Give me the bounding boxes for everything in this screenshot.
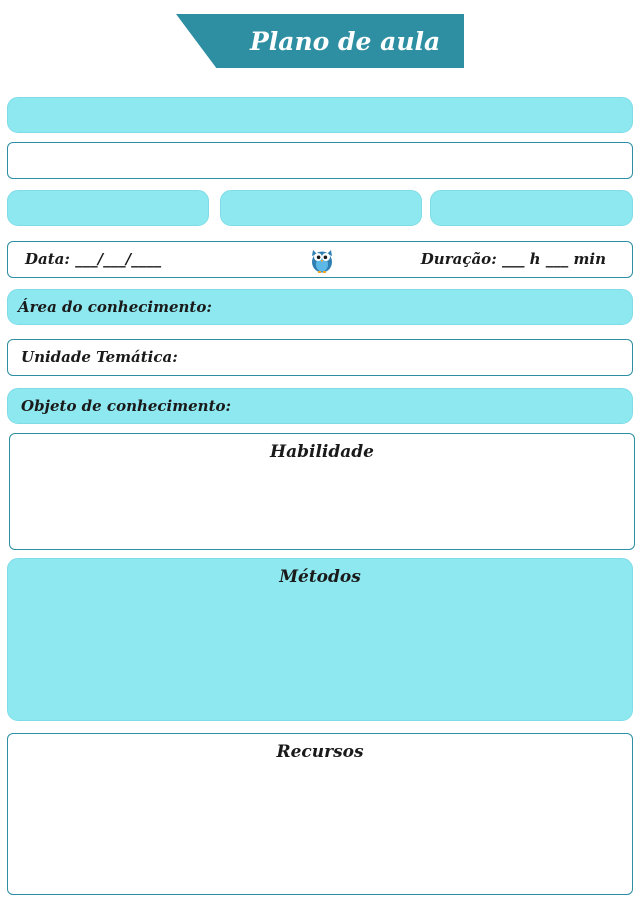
object-field[interactable] xyxy=(7,388,633,424)
blank-field-3[interactable] xyxy=(7,190,209,226)
metodos-heading: Métodos xyxy=(279,567,361,587)
unit-label: Unidade Temática: xyxy=(21,348,178,366)
date-label[interactable]: Data: ___/___/____ xyxy=(25,250,162,268)
metodos-section[interactable] xyxy=(7,558,633,721)
blank-field-5[interactable] xyxy=(430,190,633,226)
blank-field-4[interactable] xyxy=(220,190,422,226)
area-label: Área do conhecimento: xyxy=(18,298,212,316)
unit-field[interactable] xyxy=(7,339,633,376)
habilidade-heading: Habilidade xyxy=(270,442,374,462)
blank-field-2[interactable] xyxy=(7,142,633,179)
area-field[interactable] xyxy=(7,289,633,325)
duration-label[interactable]: Duração: ___ h ___ min xyxy=(420,250,606,268)
page-title: Plano de aula xyxy=(250,27,441,56)
recursos-heading: Recursos xyxy=(276,742,364,762)
recursos-section[interactable] xyxy=(7,733,633,895)
object-label: Objeto de conhecimento: xyxy=(21,397,232,415)
habilidade-section[interactable] xyxy=(9,433,635,550)
owl-icon xyxy=(311,247,333,273)
blank-field-1[interactable] xyxy=(7,97,633,133)
